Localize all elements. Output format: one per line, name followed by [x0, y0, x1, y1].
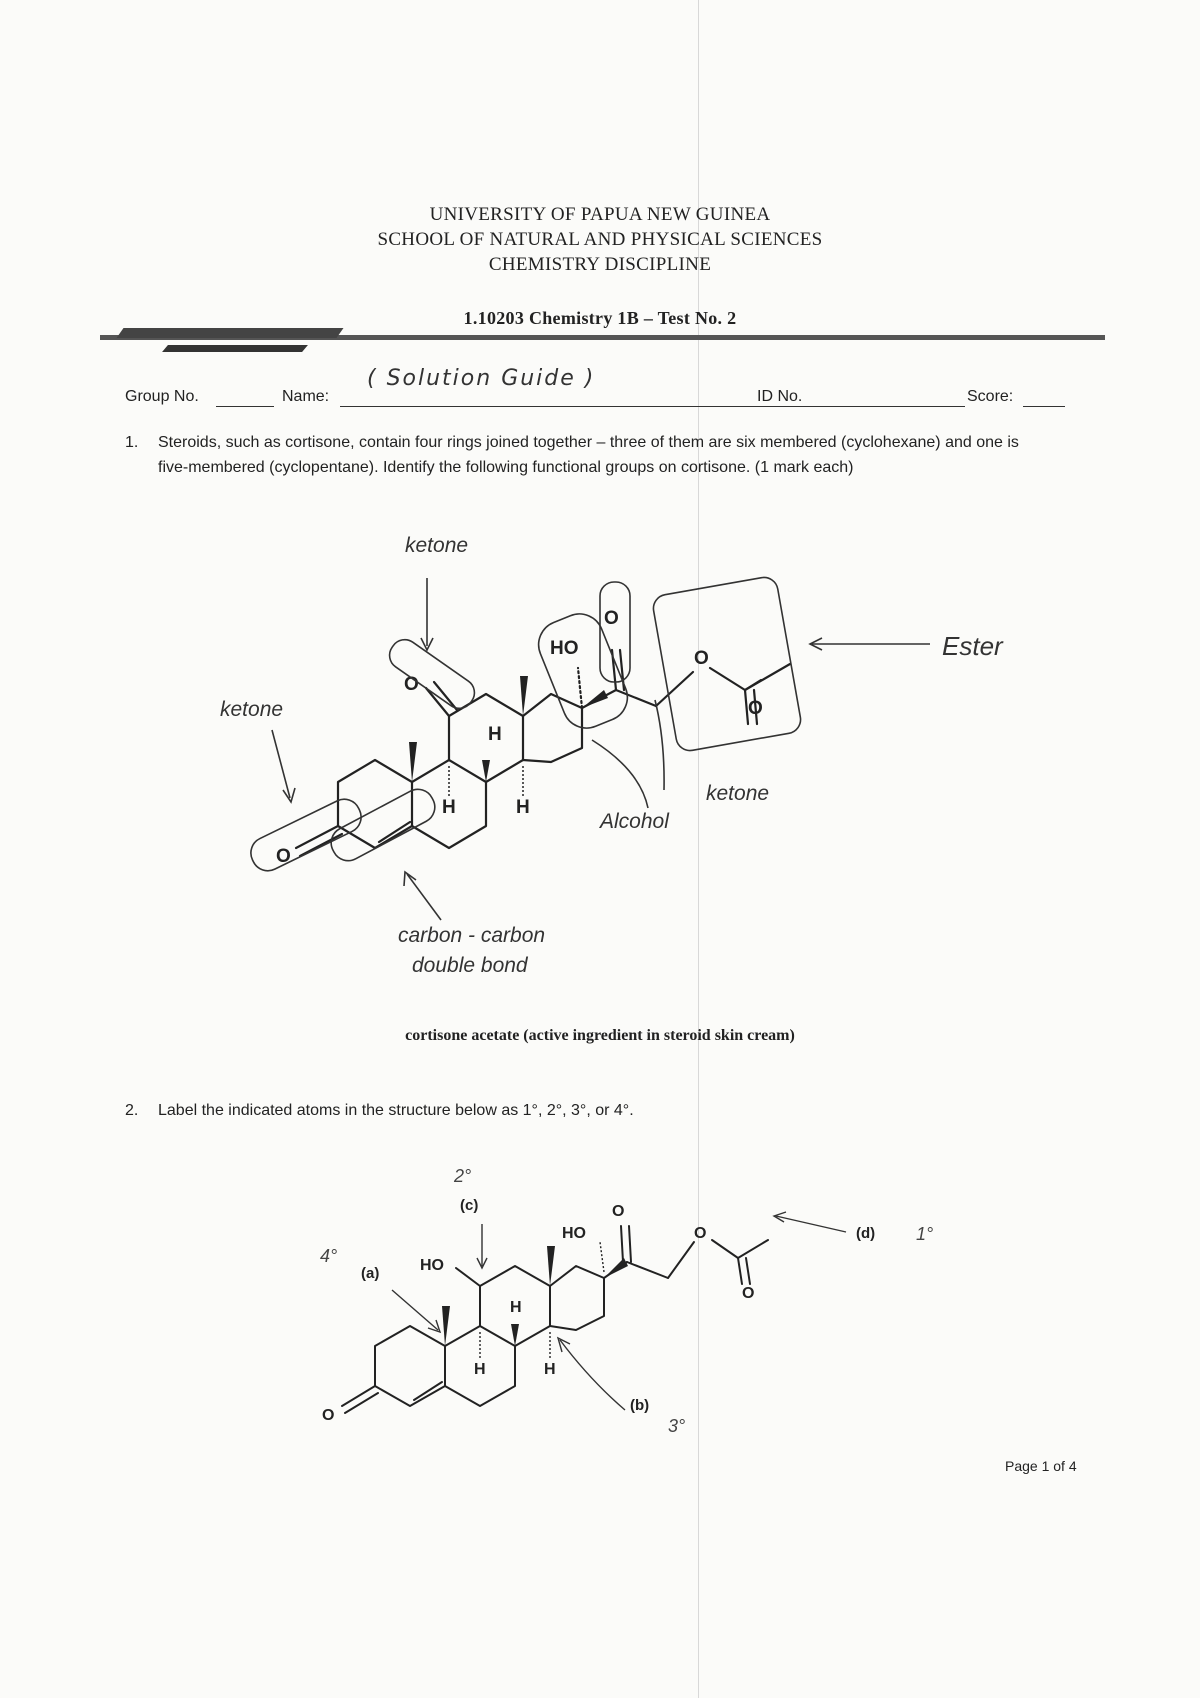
question-text: Steroids, such as cortisone, contain four rings joined together – three of them are six membered (cyclohexane) and one is five-membered (cyclopentane). Identify the following functional groups on cortisone. (1 mark each)	[158, 434, 1019, 476]
atom-o: O	[748, 698, 763, 719]
school-name: SCHOOL OF NATURAL AND PHYSICAL SCIENCES	[377, 229, 823, 250]
atom-o: O	[694, 648, 709, 669]
methyl-wedge	[442, 1306, 450, 1346]
structure-caption: cortisone acetate (active ingredient in steroid skin cream)	[405, 1027, 795, 1044]
structure-2-skeleton	[342, 1226, 768, 1413]
discipline-name: CHEMISTRY DISCIPLINE	[488, 254, 712, 275]
atom-h: H	[510, 1299, 522, 1316]
atom-labels-2	[322, 1203, 754, 1424]
label-ester: Ester	[942, 631, 1003, 661]
atom-letter-labels	[361, 1197, 875, 1414]
skeleton	[296, 650, 790, 856]
handwritten-labels	[220, 534, 1004, 977]
answer-b: 3°	[668, 1416, 686, 1436]
methyl-wedge	[520, 676, 528, 716]
atom-o: O	[322, 1407, 335, 1424]
side-chain-wedge	[582, 690, 608, 708]
name-value: ( Solution Guide )	[367, 366, 596, 391]
handwritten-answers	[320, 1166, 933, 1436]
label-right-ketone: ketone	[706, 782, 770, 805]
h-wedge	[511, 1324, 519, 1346]
answer-a: 4°	[320, 1246, 338, 1266]
label-c: (c)	[460, 1197, 479, 1214]
atom-h: H	[544, 1361, 556, 1378]
atom-o: O	[612, 1203, 625, 1220]
atom-h: H	[516, 797, 530, 818]
question-number: 2.	[125, 1102, 139, 1119]
h-wedge	[482, 760, 490, 782]
question-text: Label the indicated atoms in the structure below as 1°, 2°, 3°, or 4°.	[158, 1102, 634, 1119]
university-name: UNIVERSITY OF PAPUA NEW GUINEA	[429, 204, 771, 225]
label-double-bond-2: double bond	[412, 954, 528, 977]
atom-o: O	[404, 674, 419, 695]
methyl-wedge	[409, 742, 417, 782]
score-label: Score:	[967, 388, 1014, 405]
atom-o: O	[694, 1225, 707, 1242]
atom-h: H	[488, 724, 502, 745]
label-d: (d)	[856, 1225, 876, 1242]
methyl-wedge	[547, 1246, 555, 1286]
atom-labels	[276, 608, 763, 867]
label-left-ketone: ketone	[220, 698, 284, 721]
atom-o: O	[604, 608, 619, 629]
label-double-bond-1: carbon - carbon	[398, 924, 546, 947]
question-number: 1.	[125, 434, 139, 451]
atom-h: H	[474, 1361, 486, 1378]
label-b: (b)	[630, 1397, 650, 1414]
atom-ho: HO	[562, 1225, 586, 1242]
label-alcohol: Alcohol	[600, 810, 669, 833]
label-arrows-2	[392, 1212, 846, 1410]
id-label: ID No.	[757, 388, 803, 405]
atom-o: O	[742, 1285, 755, 1302]
side-chain-wedge	[604, 1258, 628, 1278]
label-top-ketone: ketone	[405, 534, 469, 557]
answer-c: 2°	[454, 1166, 472, 1186]
group-label: Group No.	[125, 388, 199, 405]
atom-ho: HO	[550, 638, 579, 659]
course-title: 1.10203 Chemistry 1B – Test No. 2	[463, 308, 737, 328]
atom-h: H	[442, 797, 456, 818]
atom-o: O	[276, 846, 291, 867]
hashes-2	[480, 1242, 604, 1358]
label-a: (a)	[361, 1265, 380, 1282]
page-number: Page 1 of 4	[1005, 1458, 1077, 1474]
name-label: Name:	[282, 388, 330, 405]
answer-d: 1°	[916, 1224, 934, 1244]
atom-ho: HO	[420, 1257, 444, 1274]
